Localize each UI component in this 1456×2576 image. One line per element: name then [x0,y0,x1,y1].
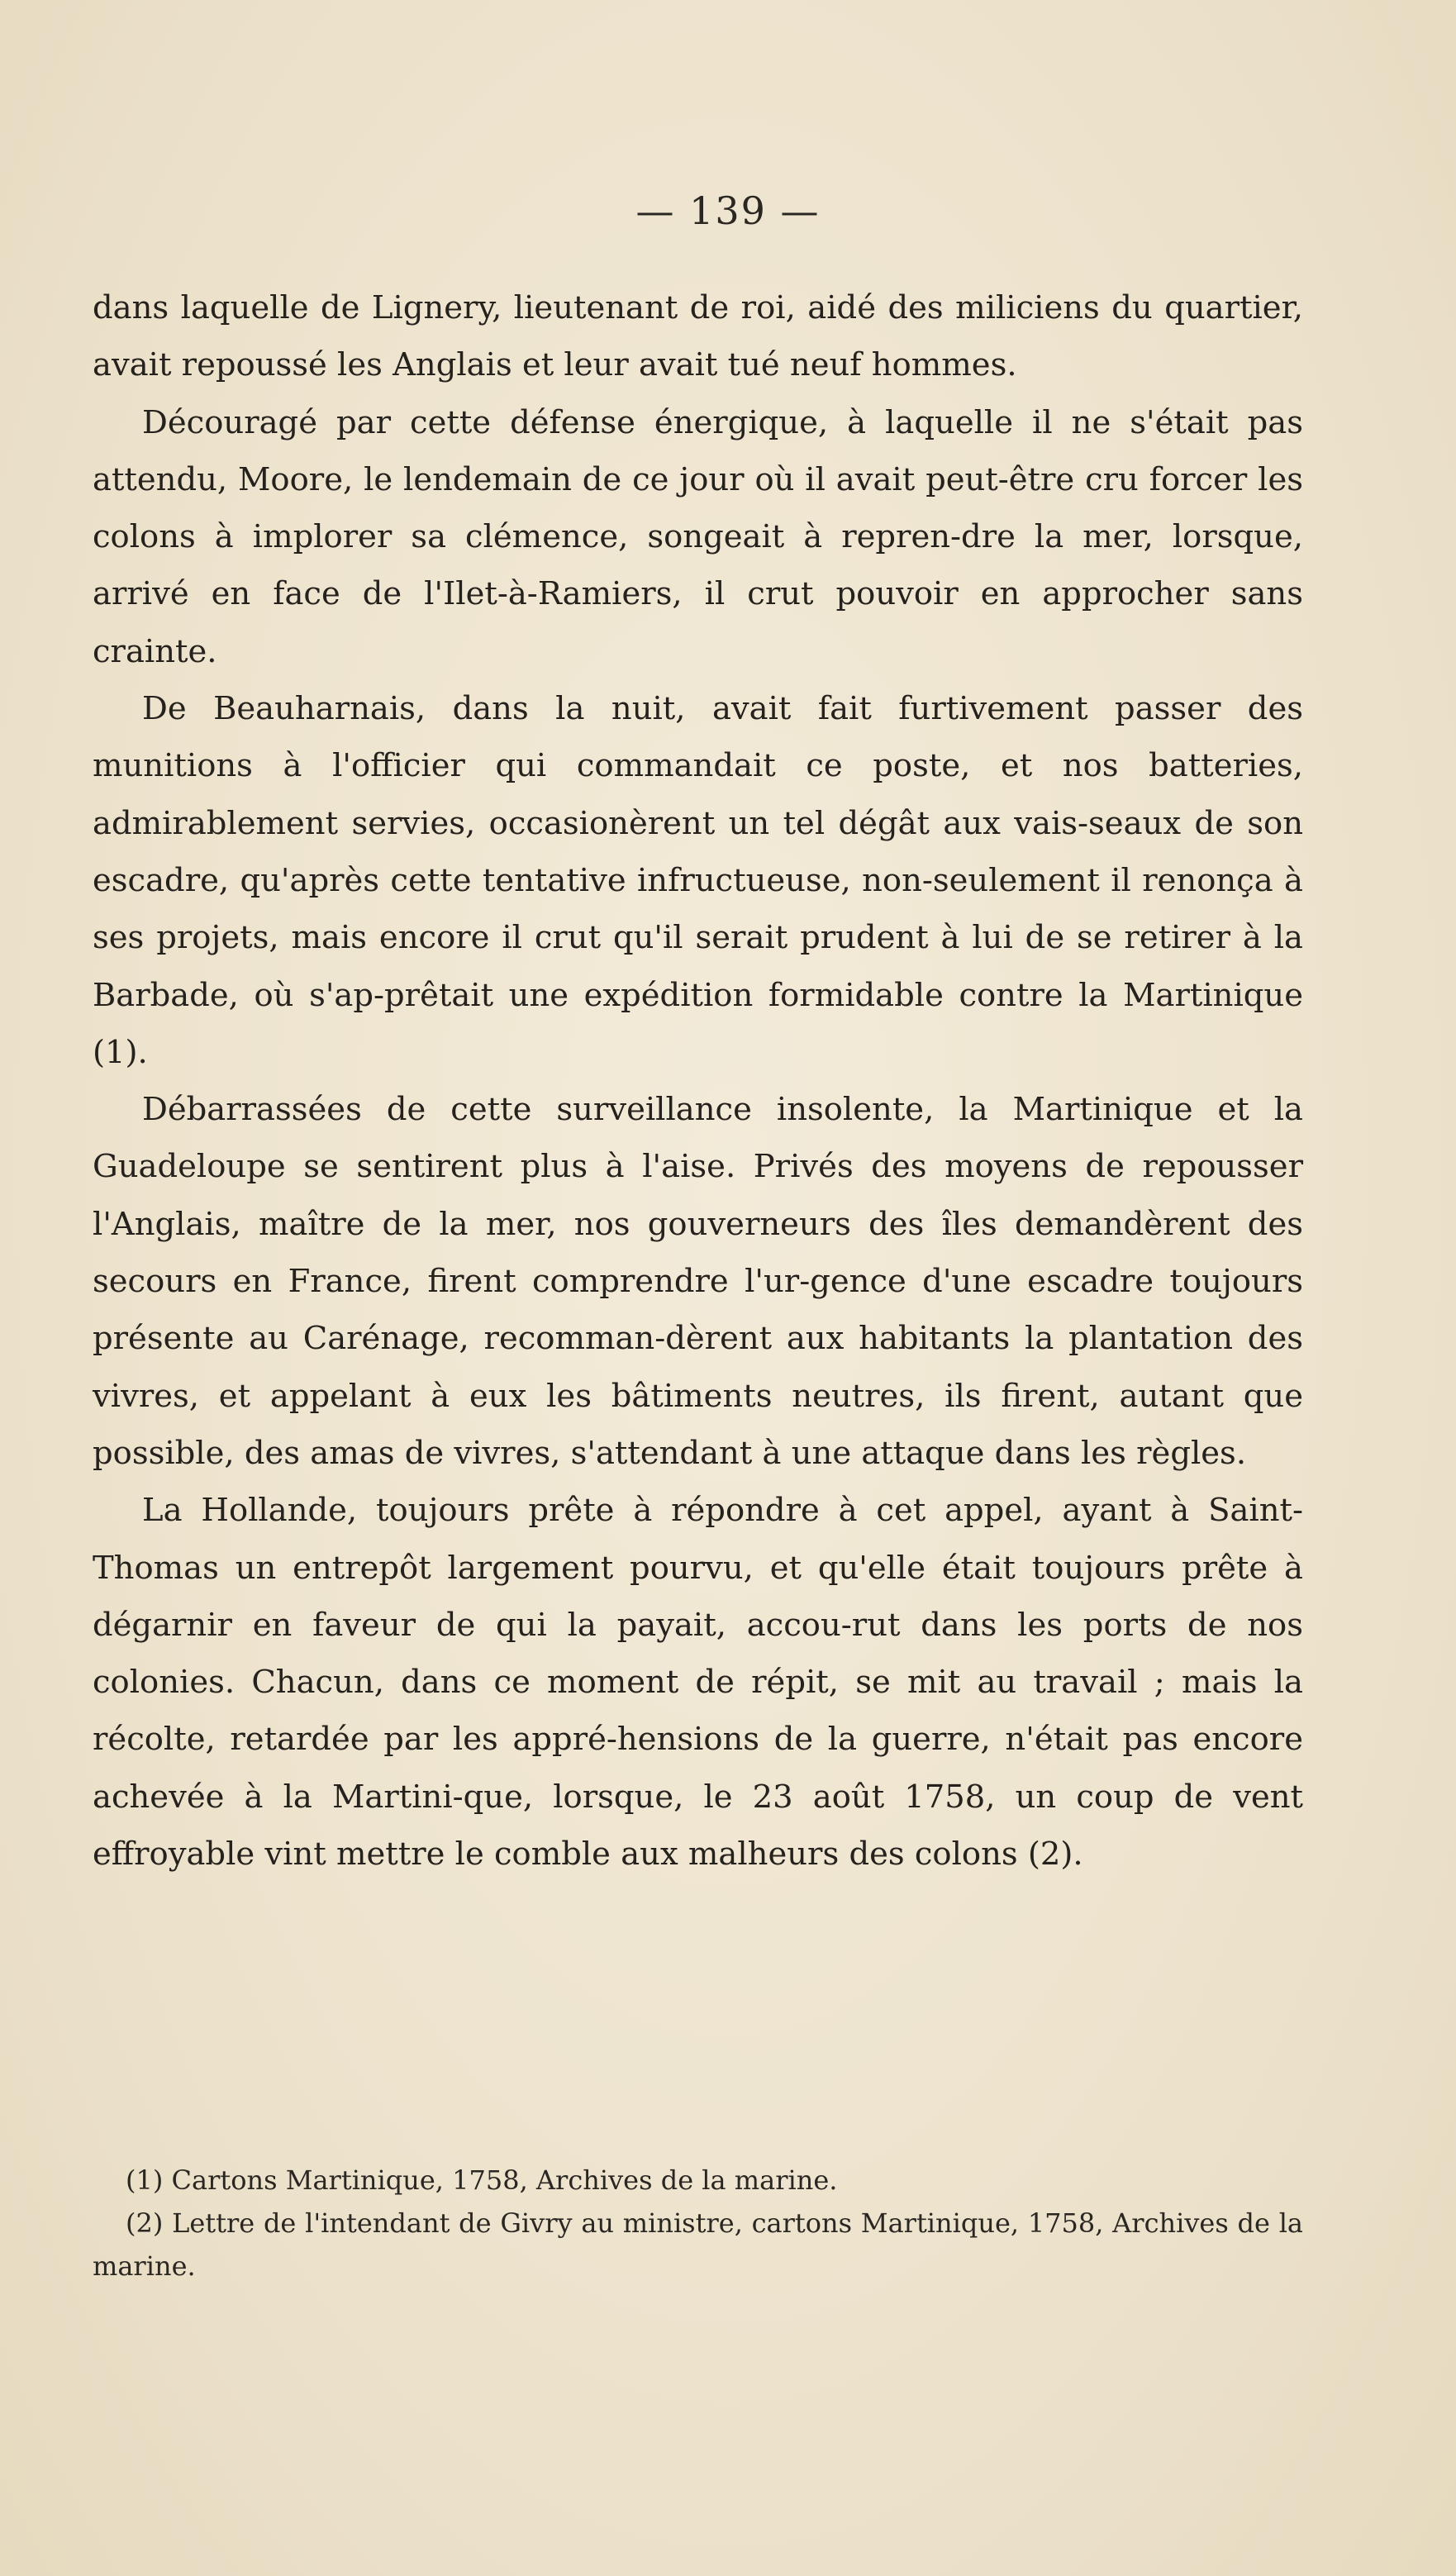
paragraph-1: dans laquelle de Lignery, lieutenant de roi, aidé des miliciens du quartier, avait repoussé les Anglais et leur avait tué neuf hommes. [93,289,1303,384]
paragraph-4: Débarrassées de cette surveillance insolente, la Martinique et la Guadeloupe se sentirent plus à l'aise. Privés des moyens de repousser l'Anglais, maître de la mer, nos gouverneurs des îles demandèrent des secours en France, firent comprendre l'ur-gence d'une escadre toujours présente au Carénage, recomman-dèrent aux habitants la plantation des vivres, et appelant à eux les bâtiments neutres, ils firent, autant que possible, des amas de vivres, s'attendant à une attaque dans les règles. [93,1091,1303,1472]
footnote-1: (1) Cartons Martinique, 1758, Archives de la marine. [126,2164,838,2196]
paragraph-3: De Beauharnais, dans la nuit, avait fait furtivement passer des munitions à l'officier qui commandait ce poste, et nos batteries, admirablement servies, occasionèrent un tel dégât aux vais-seaux de son escadre, qu'après cette tentative infructueuse, non-seulement il renonça à ses projets, mais encore il crut qu'il serait prudent à lui de se retirer à la Barbade, où s'ap-prêtait une expédition formidable contre la Martinique (1). [93,690,1303,1071]
paragraph-5: La Hollande, toujours prête à répondre à cet appel, ayant à Saint-Thomas un entrepôt largement pourvu, et qu'elle était toujours prête à dégarnir en faveur de qui la payait, accou-rut dans les ports de nos colonies. Chacun, dans ce moment de répit, se mit au travail ; mais la récolte, retardée par les appré-hensions de la guerre, n'était pas encore achevée à la Martini-que, lorsque, le 23 août 1758, un coup de vent effroyable vint mettre le comble aux malheurs des colons (2). [93,1492,1303,1874]
footnotes [93,2159,1303,2288]
footnote-2: (2) Lettre de l'intendant de Givry au ministre, cartons Martinique, 1758, Archives de la marine. [93,2207,1303,2282]
body-text [93,279,1303,1883]
page-number: — 139 — [635,188,821,233]
paragraph-2: Découragé par cette défense énergique, à laquelle il ne s'était pas attendu, Moore, le lendemain de ce jour où il avait peut-être cru forcer les colons à implorer sa clémence, songeait à repren-dre la mer, lorsque, arrivé en face de l'Ilet-à-Ramiers, il crut pouvoir en approcher sans crainte. [93,403,1303,670]
